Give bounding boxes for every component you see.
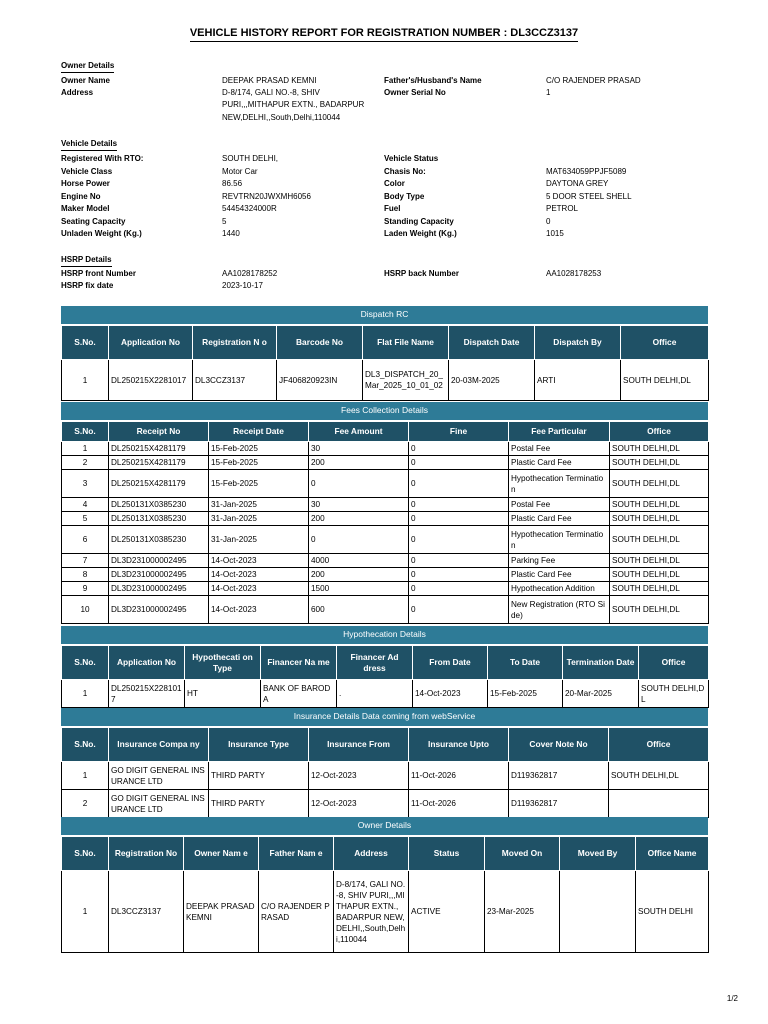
column-header: Receipt No (109, 422, 209, 442)
column-header: Termination Date (563, 646, 639, 680)
table-cell (609, 790, 709, 818)
column-header: Receipt Date (209, 422, 309, 442)
column-header: Office (610, 422, 709, 442)
address-line-3: NEW,DELHI,,South,Delhi,110044 (222, 113, 341, 122)
column-header: Moved On (485, 837, 560, 871)
table-cell: 6 (62, 526, 109, 554)
table-cell: 4 (62, 498, 109, 512)
table-cell: 0 (309, 526, 409, 554)
column-header: Moved By (560, 837, 636, 871)
table-cell: 15-Feb-2025 (488, 680, 563, 708)
hsrp-details-heading-text: HSRP Details (61, 255, 112, 267)
table-cell: HT (185, 680, 261, 708)
vehicle-field-label: Chasis No: (384, 166, 426, 176)
vehicle-field-label: Color (384, 179, 405, 188)
vehicle-field-value: 1015 (546, 229, 564, 238)
table-cell: D119362817 (509, 790, 609, 818)
vehicle-field-value: 0 (546, 216, 551, 226)
report-title (0, 27, 768, 39)
table-cell: BANK OF BARODA (261, 680, 337, 708)
table-cell: 7 (62, 554, 109, 568)
column-header: Fine (409, 422, 509, 442)
column-header: Owner Nam e (184, 837, 259, 871)
column-header: Insurance Upto (409, 728, 509, 762)
column-header: S.No. (62, 837, 109, 871)
table-row (62, 442, 709, 456)
hsrp-back-label: HSRP back Number (384, 269, 459, 278)
table-cell: 14-Oct-2023 (209, 582, 309, 596)
table-cell: 10 (62, 596, 109, 624)
table-cell: DL250131X0385230 (109, 526, 209, 554)
table-row (62, 470, 709, 498)
table-row (62, 360, 709, 401)
table-row (62, 596, 709, 624)
hsrp-front-value: AA1028178252 (222, 269, 278, 278)
table-cell: 2 (62, 456, 109, 470)
address-line-2: PURI,,,MITHAPUR EXTN., BADARPUR (222, 100, 365, 109)
table-cell: SOUTH DELHI,DL (610, 582, 709, 596)
fees-collection-title: Fees Collection Details (61, 402, 708, 420)
table-cell: DL250131X0385230 (109, 498, 209, 512)
hypothecation-title: Hypothecation Details (61, 626, 708, 644)
table-cell: SOUTH DELHI,DL (610, 470, 709, 498)
table-cell: THIRD PARTY (209, 762, 309, 790)
table-cell: 0 (409, 554, 509, 568)
column-header: Dispatch By (535, 326, 621, 360)
table-cell: 12-Oct-2023 (309, 790, 409, 818)
column-header: Fee Amount (309, 422, 409, 442)
table-cell: 15-Feb-2025 (209, 456, 309, 470)
table-cell: DL250131X0385230 (109, 512, 209, 526)
table-row (62, 582, 709, 596)
column-header: Office (621, 326, 709, 360)
hsrp-back-value: AA1028178253 (546, 269, 602, 278)
table-cell: SOUTH DELHI,DL (610, 568, 709, 582)
column-header: Registration N o (193, 326, 277, 360)
vehicle-field-value: 1440 (222, 229, 240, 238)
owner-serial-label: Owner Serial No (384, 88, 446, 97)
table-cell: . (337, 680, 413, 708)
insurance-title: Insurance Details Data coming from webService (61, 708, 708, 726)
table-cell: 20-03M-2025 (449, 360, 535, 401)
column-header: Fee Particular (509, 422, 610, 442)
table-cell: 1 (62, 360, 109, 401)
table-cell: 0 (409, 470, 509, 498)
father-name-label: Father's/Husband's Name (384, 76, 482, 85)
table-cell: SOUTH DELHI,DL (610, 526, 709, 554)
table-cell: SOUTH DELHI,DL (610, 442, 709, 456)
table-cell: SOUTH DELHI,DL (610, 596, 709, 624)
table-cell: 30 (309, 498, 409, 512)
owner-name-value: DEEPAK PRASAD KEMNI (222, 76, 317, 85)
table-cell: SOUTH DELHI,DL (610, 498, 709, 512)
report-title-text: VEHICLE HISTORY REPORT FOR REGISTRATION NUMBER : DL3CCZ3137 (190, 27, 578, 42)
insurance-table (61, 727, 709, 818)
hsrp-details-heading (61, 255, 112, 264)
owner-history-title: Owner Details (61, 817, 708, 835)
table-cell: 200 (309, 512, 409, 526)
table-cell: 11-Oct-2026 (409, 762, 509, 790)
table-cell: 0 (409, 596, 509, 624)
table-cell: 4000 (309, 554, 409, 568)
table-cell: ARTI (535, 360, 621, 401)
column-header: Office (639, 646, 709, 680)
table-row (62, 871, 709, 953)
table-cell: DL3D231000002495 (109, 596, 209, 624)
vehicle-field-value: REVTRN20JWXMH6056 (222, 191, 311, 201)
table-header-row (62, 646, 709, 680)
table-cell: 14-Oct-2023 (209, 554, 309, 568)
vehicle-field-label: Horse Power (61, 179, 110, 188)
column-header: From Date (413, 646, 488, 680)
column-header: Financer Ad dress (337, 646, 413, 680)
vehicle-field-label: Registered With RTO: (61, 154, 144, 163)
table-cell: 9 (62, 582, 109, 596)
table-header-row (62, 728, 709, 762)
table-cell: 1 (62, 762, 109, 790)
owner-history-table (61, 836, 709, 953)
table-cell: DL3D231000002495 (109, 554, 209, 568)
vehicle-field-value: PETROL (546, 204, 579, 213)
table-cell: Hypothecation Termination (509, 526, 610, 554)
table-cell: 600 (309, 596, 409, 624)
table-row (62, 790, 709, 818)
table-cell: 23-Mar-2025 (485, 871, 560, 953)
table-cell: Postal Fee (509, 498, 610, 512)
table-cell: SOUTH DELHI,DL (609, 762, 709, 790)
column-header: Address (334, 837, 409, 871)
vehicle-field-value: 86.56 (222, 179, 243, 188)
table-cell: 15-Feb-2025 (209, 442, 309, 456)
owner-details-heading (61, 61, 114, 70)
table-cell: Hypothecation Addition (509, 582, 610, 596)
vehicle-field-label: Unladen Weight (Kg.) (61, 229, 142, 238)
column-header: Application No (109, 646, 185, 680)
table-row (62, 568, 709, 582)
hypothecation-table (61, 645, 709, 708)
table-cell: SOUTH DELHI,DL (610, 554, 709, 568)
vehicle-field-value: 5 DOOR STEEL SHELL (546, 191, 632, 201)
table-cell: New Registration (RTO Side) (509, 596, 610, 624)
vehicle-field-label: Maker Model (61, 204, 110, 213)
fees-collection-table (61, 421, 709, 624)
table-row (62, 456, 709, 470)
table-cell: 0 (409, 526, 509, 554)
owner-name-label: Owner Name (61, 76, 110, 85)
vehicle-field-label: Fuel (384, 204, 401, 213)
vehicle-field-label: Vehicle Status (384, 154, 439, 163)
table-cell: 8 (62, 568, 109, 582)
page-number: 1/2 (726, 994, 738, 1003)
table-header-row (62, 422, 709, 442)
table-cell: 30 (309, 442, 409, 456)
column-header: S.No. (62, 422, 109, 442)
vehicle-field-value: 5 (222, 216, 227, 226)
vehicle-field-label: Body Type (384, 191, 425, 201)
table-cell: DL3CCZ3137 (193, 360, 277, 401)
table-cell: 0 (409, 498, 509, 512)
table-cell: 14-Oct-2023 (209, 596, 309, 624)
table-row (62, 512, 709, 526)
column-header: Insurance From (309, 728, 409, 762)
column-header: Financer Na me (261, 646, 337, 680)
table-cell: ACTIVE (409, 871, 485, 953)
vehicle-field-label: Vehicle Class (61, 166, 113, 176)
table-cell: 0 (409, 456, 509, 470)
table-cell: THIRD PARTY (209, 790, 309, 818)
address-label: Address (61, 88, 94, 97)
vehicle-field-value: 54454324000R (222, 204, 277, 213)
column-header: Hypothecati on Type (185, 646, 261, 680)
table-cell: 0 (409, 568, 509, 582)
table-cell: 0 (309, 470, 409, 498)
vehicle-details-heading (61, 139, 117, 148)
table-cell: DL3D231000002495 (109, 582, 209, 596)
table-cell: SOUTH DELHI,DL (610, 456, 709, 470)
vehicle-field-value: DAYTONA GREY (546, 179, 609, 188)
address-line-1: D-8/174, GALI NO.-8, SHIV (222, 88, 320, 97)
table-header-row (62, 326, 709, 360)
table-row (62, 526, 709, 554)
table-cell: DEEPAK PRASAD KEMNI (184, 871, 259, 953)
table-cell: 2 (62, 790, 109, 818)
column-header: Office Name (636, 837, 709, 871)
table-cell: SOUTH DELHI (636, 871, 709, 953)
table-cell: JF406820923IN (277, 360, 363, 401)
table-row (62, 680, 709, 708)
hsrp-fix-label: HSRP fix date (61, 281, 114, 290)
column-header: Office (609, 728, 709, 762)
table-cell: 31-Jan-2025 (209, 526, 309, 554)
table-cell: 200 (309, 568, 409, 582)
vehicle-field-value: Motor Car (222, 166, 258, 176)
table-cell: 1500 (309, 582, 409, 596)
table-cell: D-8/174, GALI NO.-8, SHIV PURI,,,MITHAPUR EXTN., BADARPUR NEW,DELHI,,South,Delhi,110044 (334, 871, 409, 953)
table-cell: 14-Oct-2023 (413, 680, 488, 708)
table-row (62, 762, 709, 790)
table-cell: D119362817 (509, 762, 609, 790)
table-cell: Hypothecation Termination (509, 470, 610, 498)
table-cell: 31-Jan-2025 (209, 498, 309, 512)
table-cell: Plastic Card Fee (509, 512, 610, 526)
column-header: Insurance Type (209, 728, 309, 762)
table-cell: DL250215X4281179 (109, 456, 209, 470)
table-cell: 0 (409, 442, 509, 456)
table-cell: DL250215X2281017 (109, 360, 193, 401)
column-header: Application No (109, 326, 193, 360)
table-row (62, 554, 709, 568)
hsrp-front-label: HSRP front Number (61, 269, 136, 278)
table-cell: 1 (62, 871, 109, 953)
column-header: Barcode No (277, 326, 363, 360)
column-header: S.No. (62, 326, 109, 360)
table-cell: DL250215X4281179 (109, 470, 209, 498)
vehicle-field-label: Standing Capacity (384, 216, 454, 226)
table-cell: SOUTH DELHI,DL (610, 512, 709, 526)
table-cell: 31-Jan-2025 (209, 512, 309, 526)
vehicle-field-label: Engine No (61, 191, 101, 201)
table-cell: Postal Fee (509, 442, 610, 456)
table-cell: Plastic Card Fee (509, 568, 610, 582)
vehicle-details-heading-text: Vehicle Details (61, 139, 117, 151)
hsrp-fix-value: 2023-10-17 (222, 281, 263, 290)
table-cell: 0 (409, 512, 509, 526)
table-row (62, 498, 709, 512)
column-header: Insurance Compa ny (109, 728, 209, 762)
dispatch-rc-title: Dispatch RC (61, 306, 708, 324)
table-cell: 14-Oct-2023 (209, 568, 309, 582)
column-header: Cover Note No (509, 728, 609, 762)
vehicle-field-value: SOUTH DELHI, (222, 154, 279, 163)
table-cell: GO DIGIT GENERAL INSURANCE LTD (109, 790, 209, 818)
table-cell: 12-Oct-2023 (309, 762, 409, 790)
table-cell: 200 (309, 456, 409, 470)
column-header: Flat File Name (363, 326, 449, 360)
vehicle-field-label: Laden Weight (Kg.) (384, 229, 457, 238)
father-name-value: C/O RAJENDER PRASAD (546, 76, 641, 85)
column-header: Father Nam e (259, 837, 334, 871)
table-cell: DL3D231000002495 (109, 568, 209, 582)
table-cell: DL250215X2281017 (109, 680, 185, 708)
column-header: To Date (488, 646, 563, 680)
table-cell (560, 871, 636, 953)
table-cell: 20-Mar-2025 (563, 680, 639, 708)
table-cell: DL3_DISPATCH_20_Mar_2025_10_01_02 (363, 360, 449, 401)
table-cell: 1 (62, 442, 109, 456)
column-header: Registration No (109, 837, 184, 871)
table-cell: SOUTH DELHI,DL (621, 360, 709, 401)
table-cell: C/O RAJENDER PRASAD (259, 871, 334, 953)
vehicle-field-value: MAT634059PPJF5089 (546, 166, 627, 176)
column-header: S.No. (62, 728, 109, 762)
table-cell: GO DIGIT GENERAL INSURANCE LTD (109, 762, 209, 790)
table-cell: SOUTH DELHI,DL (639, 680, 709, 708)
table-cell: 11-Oct-2026 (409, 790, 509, 818)
table-cell: 1 (62, 680, 109, 708)
column-header: Status (409, 837, 485, 871)
dispatch-rc-table (61, 325, 709, 401)
table-cell: 3 (62, 470, 109, 498)
table-cell: DL250215X4281179 (109, 442, 209, 456)
vehicle-field-label: Seating Capacity (61, 216, 126, 226)
column-header: S.No. (62, 646, 109, 680)
table-cell: 15-Feb-2025 (209, 470, 309, 498)
table-cell: 0 (409, 582, 509, 596)
table-cell: 5 (62, 512, 109, 526)
owner-details-heading-text: Owner Details (61, 61, 114, 73)
table-cell: Parking Fee (509, 554, 610, 568)
table-cell: DL3CCZ3137 (109, 871, 184, 953)
owner-serial-value: 1 (546, 88, 551, 97)
column-header: Dispatch Date (449, 326, 535, 360)
table-header-row (62, 837, 709, 871)
table-cell: Plastic Card Fee (509, 456, 610, 470)
